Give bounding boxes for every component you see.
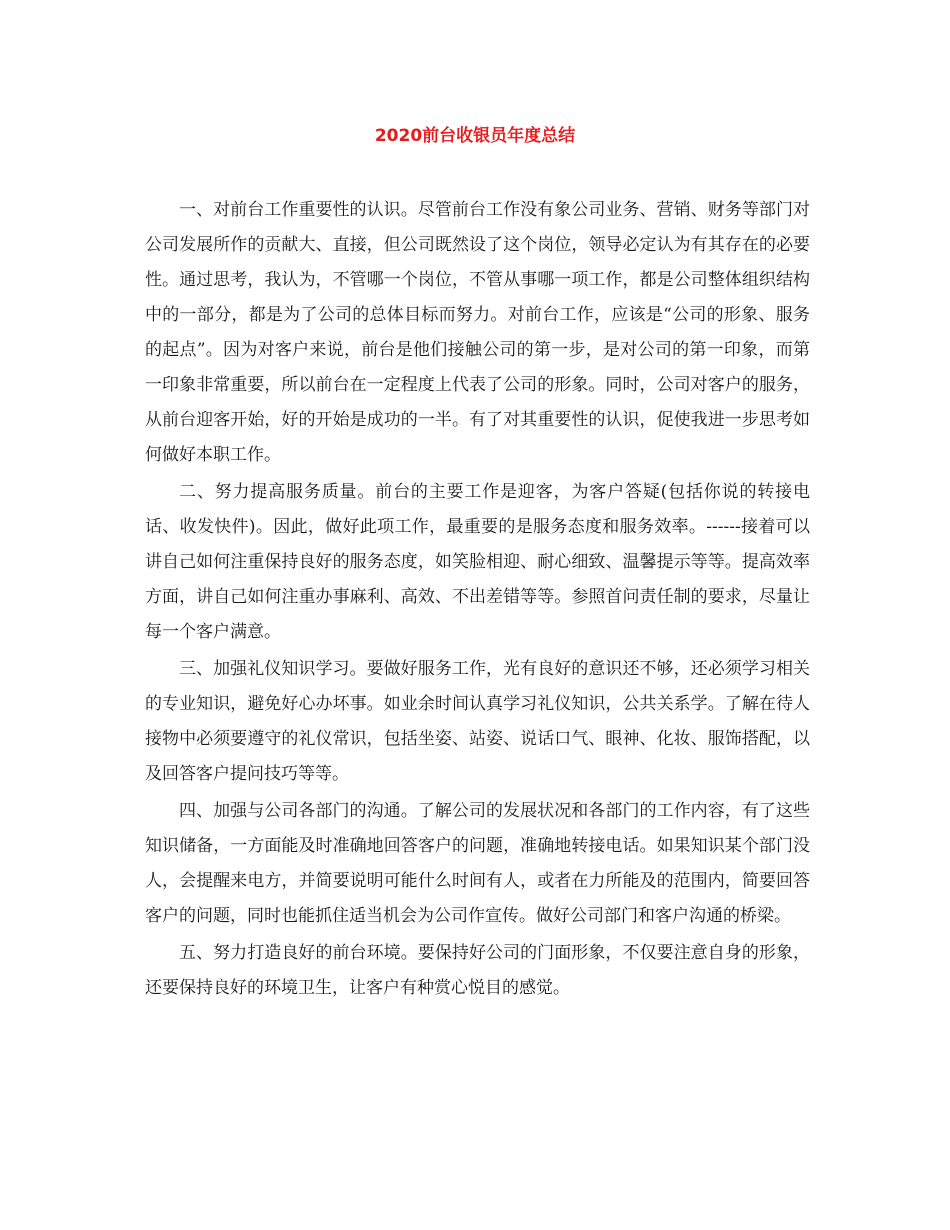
paragraph-4: 四、加强与公司各部门的沟通。了解公司的发展状况和各部门的工作内容，有了这些知识储备，一方面能及时准确地回答客户的问题，准确地转接电话。如果知识某个部门没人，会提醒来电方，并简要说明可能什么时间有人，或者在力所能及的范围内，简要回答客户的问题，同时也能抓住适当机会为公司作宣传。做好公司部门和客户沟通的桥梁。 bbox=[145, 801, 810, 926]
paragraph-5: 五、努力打造良好的前台环境。要保持好公司的门面形象，不仅要注意自身的形象，还要保持良好的环境卫生，让客户有种赏心悦目的感觉。 bbox=[145, 943, 810, 998]
document-body bbox=[145, 193, 810, 1008]
paragraph-2: 二、努力提高服务质量。前台的主要工作是迎客，为客户答疑(包括你说的转接电话、收发快件)。因此，做好此项工作，最重要的是服务态度和服务效率。------接着可以讲自己如何注重保持良好的服务态度，如笑脸相迎、耐心细致、温馨提示等等。提高效率方面，讲自己如何注重办事麻利、高效、不出差错等等。参照首问责任制的要求，尽量让每一个客户满意。 bbox=[145, 482, 810, 642]
document-title: 2020前台收银员年度总结 bbox=[374, 126, 576, 146]
paragraph-1: 一、对前台工作重要性的认识。尽管前台工作没有象公司业务、营销、财务等部门对公司发展所作的贡献大、直接，但公司既然设了这个岗位，领导必定认为有其存在的必要性。通过思考，我认为，不管哪一个岗位，不管从事哪一项工作，都是公司整体组织结构中的一部分，都是为了公司的总体目标而努力。对前台工作，应该是“公司的形象、服务的起点”。因为对客户来说，前台是他们接触公司的第一步，是对公司的第一印象，而第一印象非常重要，所以前台在一定程度上代表了公司的形象。同时，公司对客户的服务，从前台迎客开始，好的开始是成功的一半。有了对其重要性的认识，促使我进一步思考如何做好本职工作。 bbox=[145, 200, 810, 465]
paragraph-3: 三、加强礼仪知识学习。要做好服务工作，光有良好的意识还不够，还必须学习相关的专业知识，避免好心办坏事。如业余时间认真学习礼仪知识，公共关系学。了解在待人接物中必须要遵守的礼仪常识，包括坐姿、站姿、说话口气、眼神、化妆、服饰搭配，以及回答客户提问技巧等等。 bbox=[145, 659, 810, 784]
